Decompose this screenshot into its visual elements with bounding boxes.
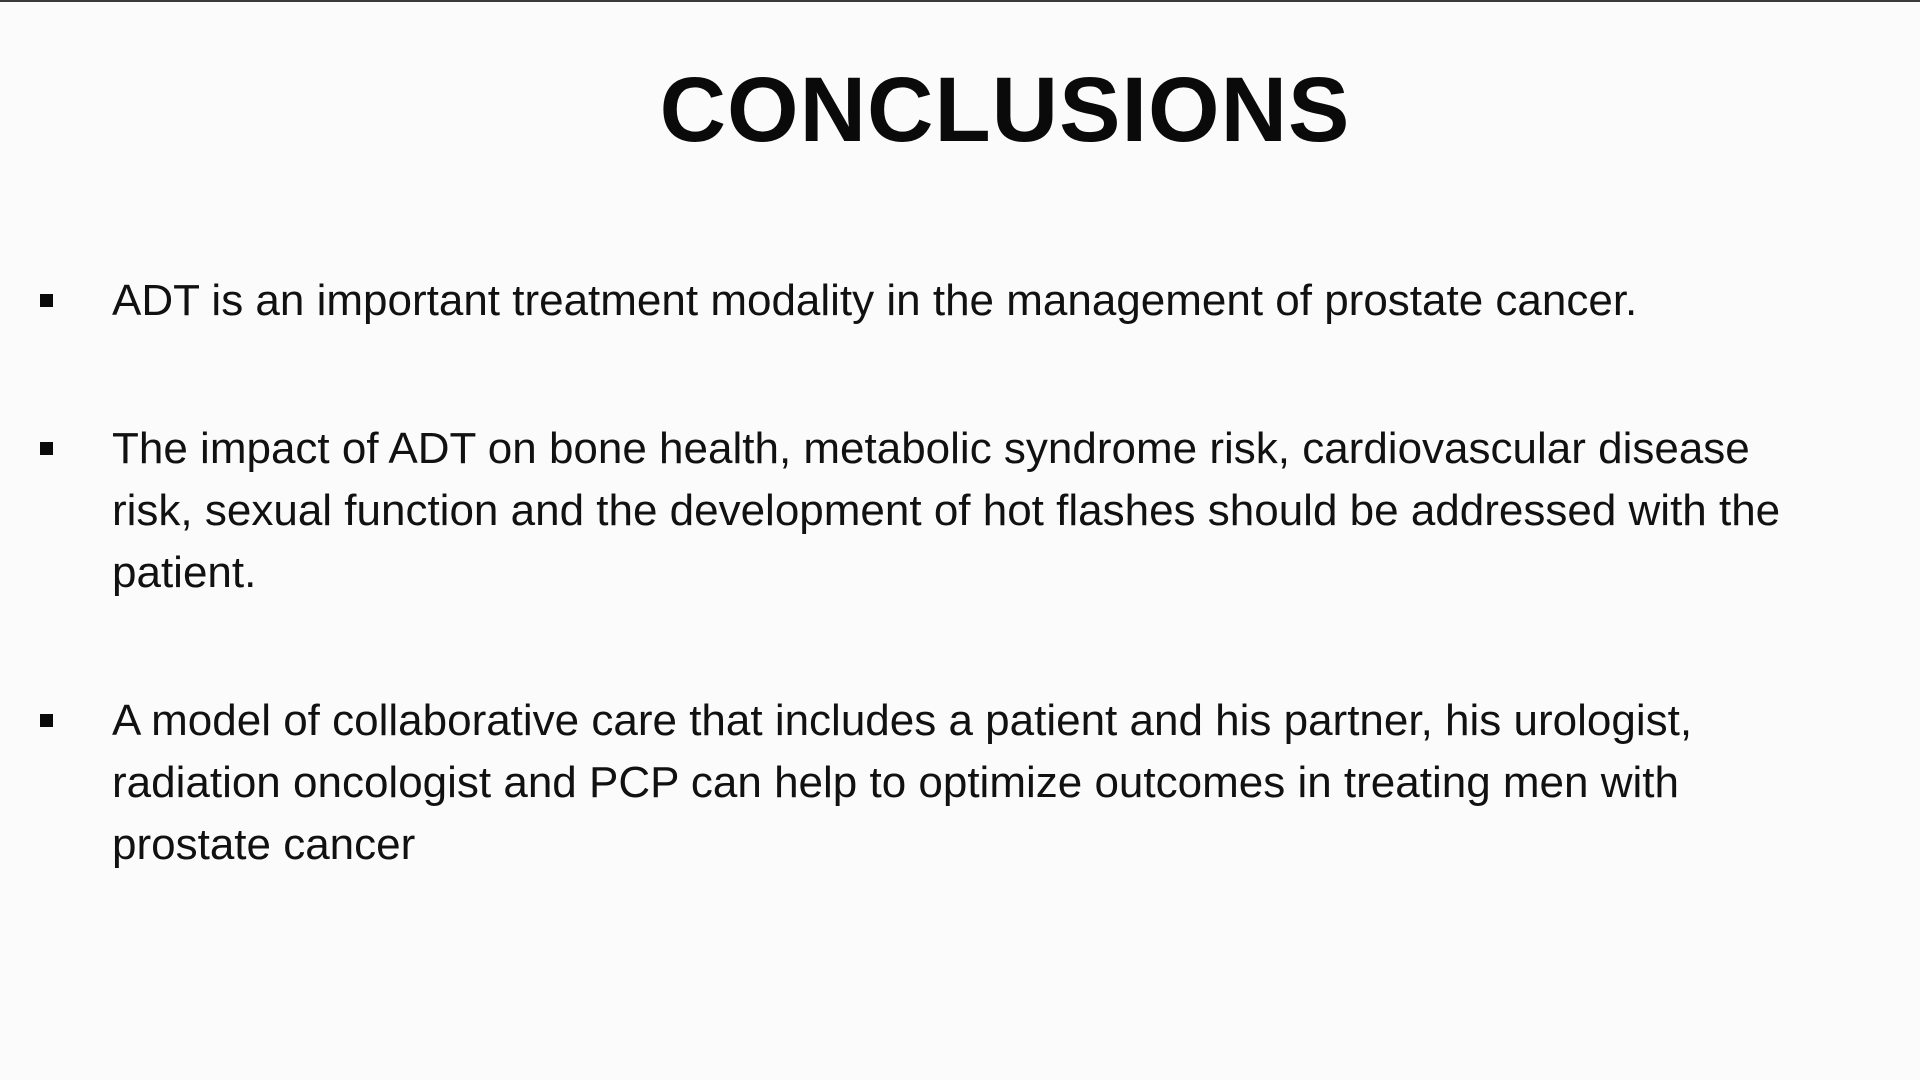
square-bullet-icon (40, 714, 53, 727)
slide-title: CONCLUSIONS (659, 59, 1351, 161)
bullet-list (0, 2, 1920, 1080)
square-bullet-icon (40, 442, 53, 455)
bullet-text: ADT is an important treatment modality in the management of prostate cancer. (112, 276, 1638, 325)
bullet-text: A model of collaborative care that includes a patient and his partner, his urologist, radiation oncologist and PCP can help to optimize outcomes in treating men with prostate cancer (112, 696, 1693, 869)
square-bullet-icon (40, 294, 53, 307)
bullet-text: The impact of ADT on bone health, metabolic syndrome risk, cardiovascular disease risk, sexual function and the development of hot flashes should be addressed with the patient. (112, 424, 1781, 597)
